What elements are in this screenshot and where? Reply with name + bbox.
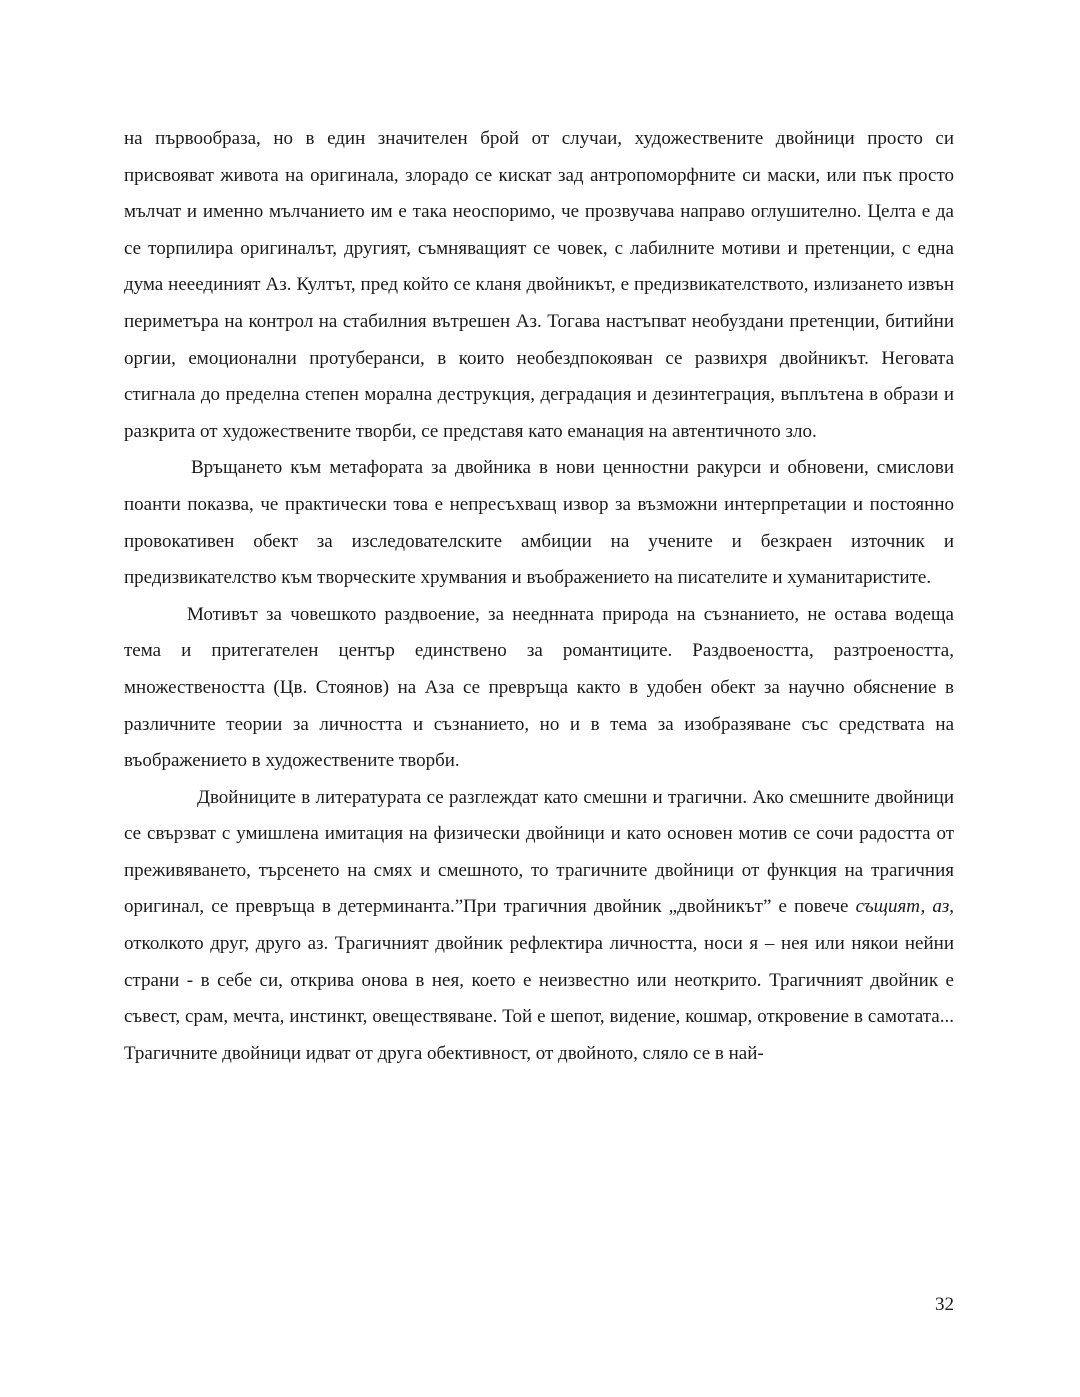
paragraph-3 (124, 597, 954, 780)
paragraph-4-text-before: Двойниците в литературата се разглеждат като смешни и трагични. Ако смешните двойници се свързват с умишлена имитация на физически двойници и като основен мотив се сочи радостта от преживяването, търсенето на смях и смешното, то трагичните двойници от функция на трагичния оригинал, се превръща в детерминанта.”При трагичния двойник „двойникът” е повече (124, 786, 954, 918)
paragraph-4-text-after: , отколкото друг, друго аз. Трагичният двойник рефлектира личността, носи я – нея или някои нейни страни - в себе си, открива онова в нея, което е неизвестно или неоткрито. Трагичният двойник е съвест, срам, мечта, инстинкт, овеществяване. Той е шепот, видение, кошмар, откровение в самотата... Трагичните двойници идват от друга обективност, от двойното, сляло се в най- (124, 896, 954, 1064)
paragraph-3-text: Мотивът за човешкото раздвоение, за нееднната природа на съзнанието, не остава водеща тема и притегателен център единствено за романтиците. Раздвоеността, разтроеността, множествеността (Цв. Стоянов) на Аза се превръща както в удобен обект за научно обяснение в различните теории за личността и съзнанието, но и в тема за изобразяване със средствата на въображението в художествените творби. (124, 603, 954, 772)
body-text (124, 121, 954, 1072)
page-number: 32 (935, 1294, 954, 1315)
paragraph-2-text: Връщането към метафората за двойника в нови ценностни ракурси и обновени, смислови поанти показва, че практически това е непресъхващ извор за възможни интерпретации и постоянно провокативен обект за изследователските амбиции на учените и безкраен източник и предизвикателство към творческите хрумвания и въображението на писателите и хуманитаристите. (124, 457, 954, 589)
paragraph-2 (124, 450, 954, 596)
paragraph-1-text: на първообраза, но в един значителен брой от случаи, художествените двойници просто си присвояват живота на оригинала, злорадо се кискат зад антропоморфните си маски, или пък просто мълчат и именно мълчанието им е така неоспоримо, че прозвучава направо оглушително. Целта е да се торпилира оригиналът, другият, съмняващият се човек, с лабилните мотиви и претенции, с една дума нееединият Аз. Култът, пред който се кланя двойникът, е предизвикателството, излизането извън периметъра на контрол на стабилния вътрешен Аз. Тогава настъпват необуздани претенции, битийни оргии, емоционални протуберанси, в които необездпокояван се развихря двойникът. Неговата стигнала до пределна степен морална деструкция, деградация и дезинтеграция, въплътена в образи и разкрита от художествените творби, се представя като еманация на автентичното зло. (124, 128, 954, 442)
paragraph-1 (124, 121, 954, 450)
paragraph-4-emphasis: същият, аз (855, 896, 950, 918)
paragraph-4 (124, 780, 954, 1073)
